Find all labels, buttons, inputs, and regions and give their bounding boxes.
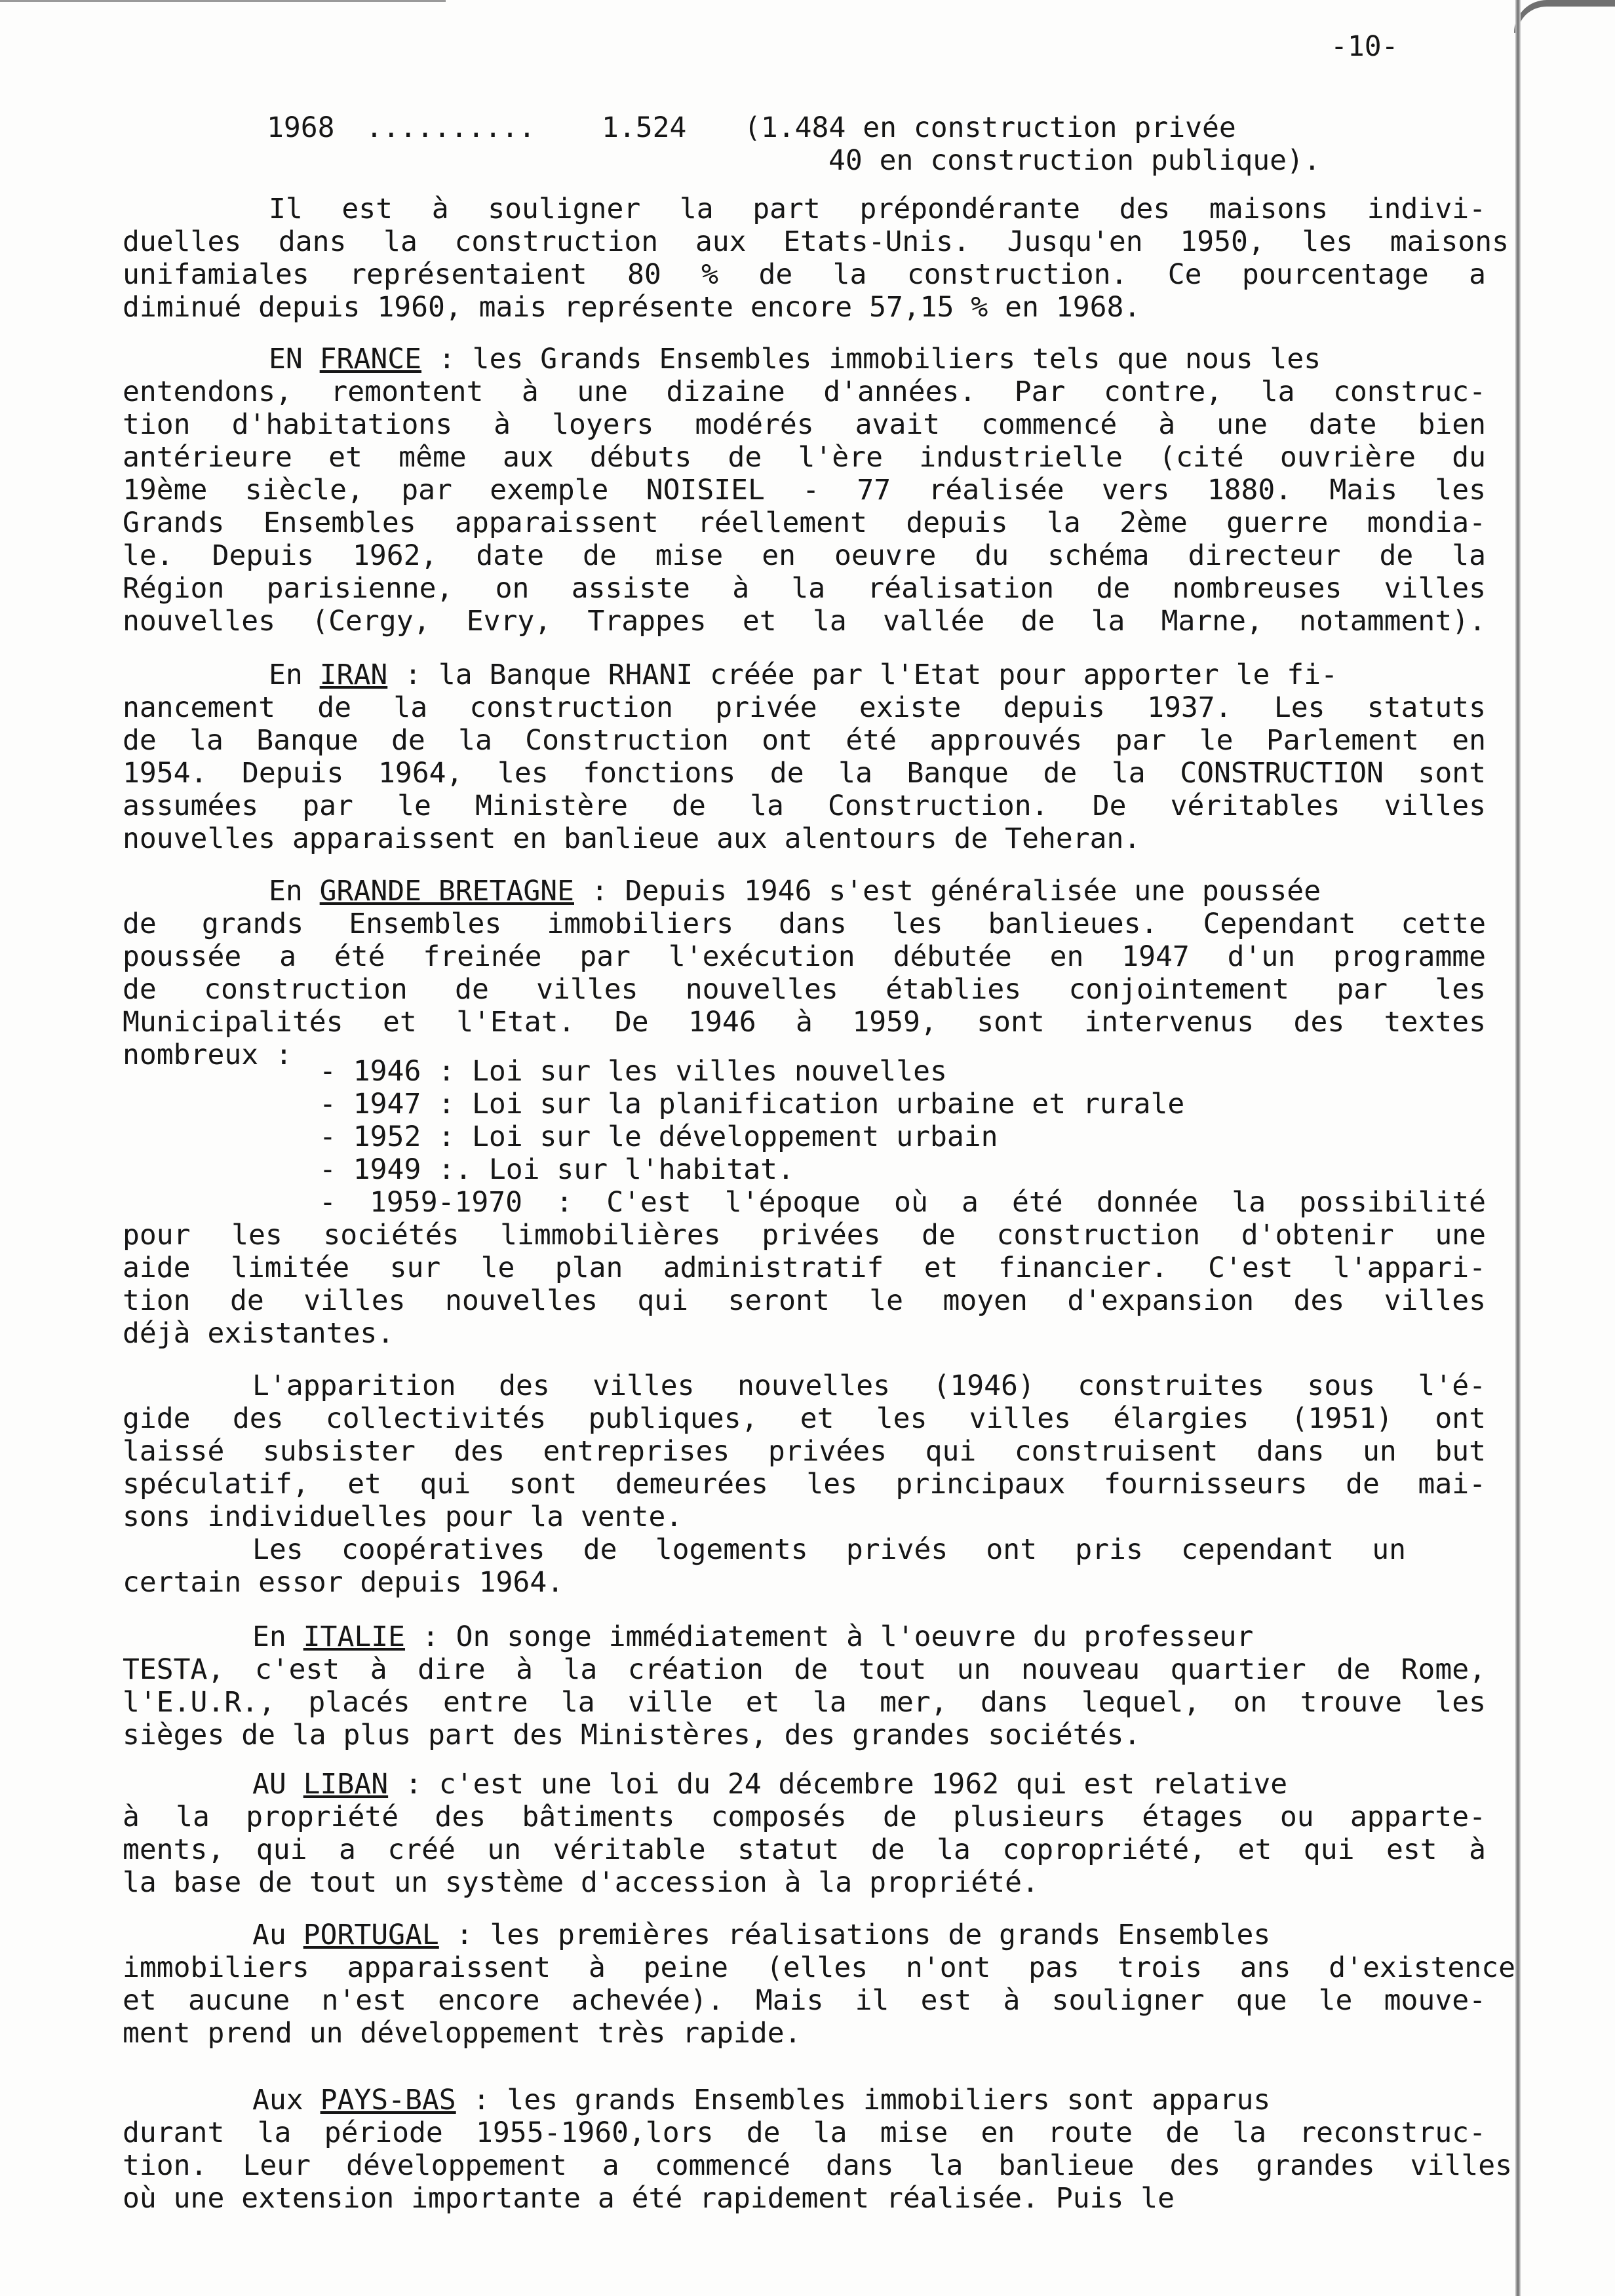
france-line: Région parisienne, on assiste à la réalisation de nombreuses villes xyxy=(123,572,1486,605)
iran-first-line xyxy=(269,659,1338,691)
country-heading-liban: LIBAN xyxy=(303,1768,389,1801)
france-line: le. Depuis 1962, date de mise en oeuvre du schéma directeur de la xyxy=(123,539,1486,572)
usa-line: Il est à souligner la part prépondérante des maisons indivi- xyxy=(269,193,1486,225)
italie-line: l'E.U.R., placés entre la ville et la mer, dans lequel, on trouve les xyxy=(123,1686,1486,1719)
gb-first-line xyxy=(269,875,1321,908)
italie-line: TESTA, c'est à dire à la création de tout un nouveau quartier de Rome, xyxy=(123,1653,1486,1686)
liban-line: à la propriété des bâtiments composés de plusieurs étages ou apparte- xyxy=(123,1801,1486,1833)
stats-private: (1.484 en construction privée xyxy=(744,111,1236,144)
usa-line: duelles dans la construction aux Etats-Unis. Jusqu'en 1950, les maisons xyxy=(123,225,1509,258)
stats-total: 1.524 xyxy=(602,111,687,144)
italie-first-text: : On songe immédiatement à l'oeuvre du professeur xyxy=(405,1620,1254,1653)
gb2-line: L'apparition des villes nouvelles (1946) construites sous l'é- xyxy=(252,1369,1486,1402)
gb-line: poussée a été freinée par l'exécution débutée en 1947 d'un programme xyxy=(123,940,1486,973)
gb2-line: Les coopératives de logements privés ont pris cependant un xyxy=(252,1533,1406,1566)
gb-prefix: En xyxy=(269,875,320,908)
iran-line: assumées par le Ministère de la Construction. De véritables villes xyxy=(123,790,1486,822)
liban-line: la base de tout un système d'accession à la propriété. xyxy=(123,1866,1039,1899)
iran-line: nancement de la construction privée existe depuis 1937. Les statuts xyxy=(123,691,1486,724)
page-number: -10- xyxy=(1331,30,1399,63)
country-heading-pays-bas: PAYS-BAS xyxy=(320,2084,456,2116)
portugal-line: immobiliers apparaissent à peine (elles n'ont pas trois ans d'existence xyxy=(123,1951,1515,1984)
gb2-line: sons individuelles pour la vente. xyxy=(123,1501,683,1533)
paysbas-line: tion. Leur développement a commencé dans la banlieue des grandes villes xyxy=(123,2149,1512,2182)
gb-first-text: : Depuis 1946 s'est généralisée une poussée xyxy=(574,875,1321,908)
paysbas-prefix: Aux xyxy=(252,2084,321,2116)
usa-line: diminué depuis 1960, mais représente encore 57,15 % en 1968. xyxy=(123,291,1141,324)
country-heading-iran: IRAN xyxy=(319,659,388,691)
liban-line: ments, qui a créé un véritable statut de la copropriété, et qui est à xyxy=(123,1833,1486,1866)
france-first-text: : les Grands Ensembles immobiliers tels que nous les xyxy=(421,343,1321,375)
france-line: nouvelles (Cergy, Evry, Trappes et la vallée de la Marne, notamment). xyxy=(123,605,1486,638)
page-edge-curl xyxy=(1514,0,1615,33)
paysbas-first-text: : les grands Ensembles immobiliers sont apparus xyxy=(456,2084,1271,2116)
gb2-line: gide des collectivités publiques, et les villes élargies (1951) ont xyxy=(123,1402,1486,1435)
portugal-line: et aucune n'est encore achevée). Mais il est à souligner que le mouve- xyxy=(123,1984,1486,2017)
france-line: tion d'habitations à loyers modérés avait commencé à une date bien xyxy=(123,408,1486,441)
gb2-line: laissé subsister des entreprises privées qui construisent dans un but xyxy=(123,1435,1486,1468)
iran-line: de la Banque de la Construction ont été approuvés par le Parlement en xyxy=(123,724,1486,757)
france-first-line xyxy=(269,343,1321,375)
stats-year: 1968 xyxy=(267,111,335,144)
gb2-line: spéculatif, et qui sont demeurées les principaux fournisseurs de mai- xyxy=(123,1468,1486,1501)
gb-after-line: pour les sociétés limmobilières privées de construction d'obtenir une xyxy=(123,1219,1486,1252)
liban-prefix: AU xyxy=(252,1768,303,1801)
italie-line: sièges de la plus part des Ministères, des grandes sociétés. xyxy=(123,1719,1141,1751)
country-heading-portugal: PORTUGAL xyxy=(303,1919,439,1951)
iran-line: nouvelles apparaissent en banlieue aux alentours de Teheran. xyxy=(123,822,1141,855)
stats-public: 40 en construction publique). xyxy=(828,144,1321,177)
gb-line: de grands Ensembles immobiliers dans les banlieues. Cependant cette xyxy=(123,908,1486,940)
iran-line: 1954. Depuis 1964, les fonctions de la Banque de la CONSTRUCTION sont xyxy=(123,757,1486,790)
gb-nombreux: nombreux : xyxy=(123,1039,292,1071)
paysbas-first-line xyxy=(252,2084,1270,2116)
gb-law-item: - 1952 : Loi sur le développement urbain xyxy=(319,1120,998,1153)
italie-prefix: En xyxy=(252,1620,303,1653)
gb-law-item: - 1949 :. Loi sur l'habitat. xyxy=(319,1153,794,1186)
portugal-prefix: Au xyxy=(252,1919,303,1951)
iran-first-text: : la Banque RHANI créée par l'Etat pour apporter le fi- xyxy=(387,659,1338,691)
country-heading-italie: ITALIE xyxy=(303,1620,406,1653)
gb2-line: certain essor depuis 1964. xyxy=(123,1566,564,1599)
france-line: antérieure et même aux débuts de l'ère industrielle (cité ouvrière du xyxy=(123,441,1486,474)
stats-dots: .......... xyxy=(366,111,535,144)
country-heading-grande-bretagne: GRANDE BRETAGNE xyxy=(319,875,574,908)
portugal-first-line xyxy=(252,1919,1270,1951)
france-prefix: EN xyxy=(269,343,320,375)
france-line: Grands Ensembles apparaissent réellement depuis la 2ème guerre mondia- xyxy=(123,507,1486,539)
gb-after-line: déjà existantes. xyxy=(123,1317,395,1350)
gb-law-item: - 1947 : Loi sur la planification urbaine et rurale xyxy=(319,1088,1185,1120)
portugal-first-text: : les premières réalisations de grands Ensembles xyxy=(438,1919,1271,1951)
gb-after-line: aide limitée sur le plan administratif et financier. C'est l'appari- xyxy=(123,1252,1486,1284)
france-line: entendons, remontent à une dizaine d'années. Par contre, la construc- xyxy=(123,375,1486,408)
gb-after-line: tion de villes nouvelles qui seront le moyen d'expansion des villes xyxy=(123,1284,1486,1317)
page-right-edge xyxy=(1515,0,1521,2296)
italie-first-line xyxy=(252,1620,1253,1653)
gb-law-item: - 1959-1970 : C'est l'époque où a été donnée la possibilité xyxy=(319,1186,1486,1219)
gb-line: de construction de villes nouvelles établies conjointement par les xyxy=(123,973,1486,1006)
iran-prefix: En xyxy=(269,659,320,691)
liban-first-line xyxy=(252,1768,1287,1801)
paysbas-line: où une extension importante a été rapidement réalisée. Puis le xyxy=(123,2182,1175,2215)
france-line: 19ème siècle, par exemple NOISIEL - 77 réalisée vers 1880. Mais les xyxy=(123,474,1486,507)
scan-top-line xyxy=(0,0,446,2)
paysbas-line: durant la période 1955-1960,lors de la mise en route de la reconstruc- xyxy=(123,2116,1486,2149)
portugal-line: ment prend un développement très rapide. xyxy=(123,2017,802,2050)
usa-line: unifamiales représentaient 80 % de la construction. Ce pourcentage a xyxy=(123,258,1486,291)
country-heading-france: FRANCE xyxy=(319,343,422,375)
gb-law-item: - 1946 : Loi sur les villes nouvelles xyxy=(319,1055,947,1088)
liban-first-text: : c'est une loi du 24 décembre 1962 qui est relative xyxy=(388,1768,1288,1801)
gb-line: Municipalités et l'Etat. De 1946 à 1959, sont intervenus des textes xyxy=(123,1006,1486,1039)
